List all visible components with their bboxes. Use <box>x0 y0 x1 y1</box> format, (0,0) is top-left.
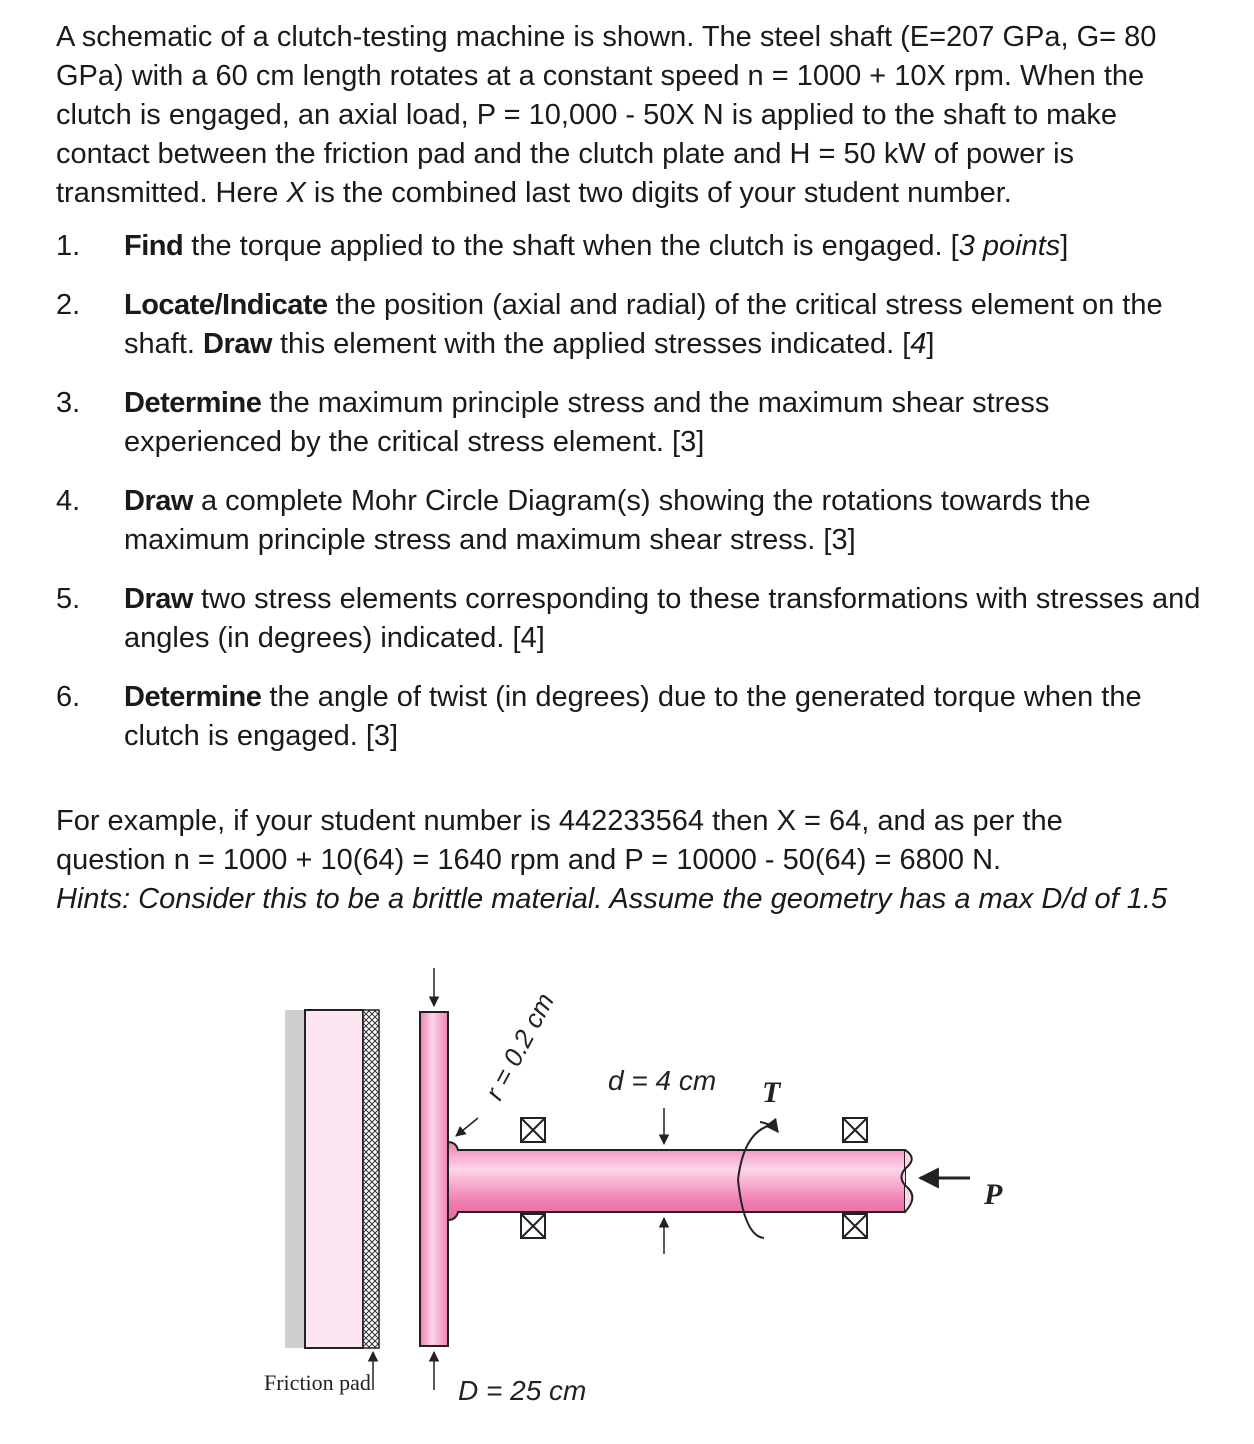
bearing-icon <box>843 1214 867 1238</box>
intro-line-5a: transmitted. Here <box>56 177 287 209</box>
d-label: d = 4 cm <box>608 1065 717 1096</box>
clutch-plate <box>420 1012 448 1346</box>
example-line-1: For example, if your student number is 442233564 then X = 64, and as per the <box>56 805 1063 837</box>
question-number: 6. <box>56 681 81 713</box>
question-points: 4 <box>910 328 927 360</box>
friction-pad-label: Friction pad <box>264 1370 371 1395</box>
question-body: a complete Mohr Circle Diagram(s) showing the rotations towards the maximum principle stress and maximum shear stress. [3] <box>124 485 1091 556</box>
load-label: P <box>984 1178 1003 1211</box>
question-number: 4. <box>56 485 81 517</box>
question-body-2: this element with the applied stresses indicated. [ <box>271 328 911 360</box>
friction-lining <box>363 1010 379 1348</box>
bearing-icon <box>521 1118 545 1142</box>
question-verb: Locate/Indicate <box>124 289 328 321</box>
question-body: the angle of twist (in degrees) due to the generated torque when the clutch is engaged. [3] <box>124 681 1142 752</box>
intro-line-4: contact between the friction pad and the clutch plate and H = 50 kW of power is <box>56 138 1075 170</box>
intro-line-3: clutch is engaged, an axial load, P = 10,000 - 50X N is applied to the shaft to make <box>56 99 1118 131</box>
question-number: 2. <box>56 289 81 321</box>
question-body: the position (axial and radial) of the critical stress element on the shaft. <box>124 289 1163 360</box>
question-body: two stress elements corresponding to these transformations with stresses and angles (in degrees) indicated. [4] <box>124 583 1201 654</box>
question-verb: Draw <box>124 583 193 615</box>
torque-label: T <box>762 1076 781 1109</box>
question-number: 3. <box>56 387 81 419</box>
question-verb: Determine <box>124 681 262 713</box>
bearing-icon <box>843 1118 867 1142</box>
question-verb: Find <box>124 230 184 262</box>
question-verb: Draw <box>124 485 193 517</box>
intro-line-5b: is the combined last two digits of your student number. <box>305 177 1012 209</box>
question-verb: Determine <box>124 387 262 419</box>
question-points: 3 points <box>958 230 1061 262</box>
question-body: the torque applied to the shaft when the clutch is engaged. [ <box>183 230 959 262</box>
question-number: 1. <box>56 230 81 262</box>
question-body-end: ] <box>1060 230 1069 262</box>
intro-line-2: GPa) with a 60 cm length rotates at a constant speed n = 1000 + 10X rpm. When the <box>56 60 1145 92</box>
wall-backing <box>285 1010 305 1348</box>
hint-text: Hints: Consider this to be a brittle material. Assume the geometry has a max D/d of 1.5 <box>56 883 1168 915</box>
example-line-2: question n = 1000 + 10(64) = 1640 rpm and P = 10000 - 50(64) = 6800 N. <box>56 844 1002 876</box>
question-body: the maximum principle stress and the maximum shear stress experienced by the critical stress element. [3] <box>124 387 1050 458</box>
fillet-arrow-icon <box>456 1118 478 1136</box>
shaft <box>448 1142 905 1220</box>
intro-line-1: A schematic of a clutch-testing machine is shown. The steel shaft (E=207 GPa, G= 80 <box>56 21 1157 53</box>
fillet-radius-label: r = 0.2 cm <box>478 988 560 1105</box>
question-number: 5. <box>56 583 81 615</box>
friction-pad <box>305 1010 363 1348</box>
intro-variable-x: X <box>286 177 306 209</box>
question-verb-2: Draw <box>203 328 272 360</box>
D-label: D = 25 cm <box>458 1375 587 1406</box>
question-body-end: ] <box>926 328 935 360</box>
bearing-icon <box>521 1214 545 1238</box>
